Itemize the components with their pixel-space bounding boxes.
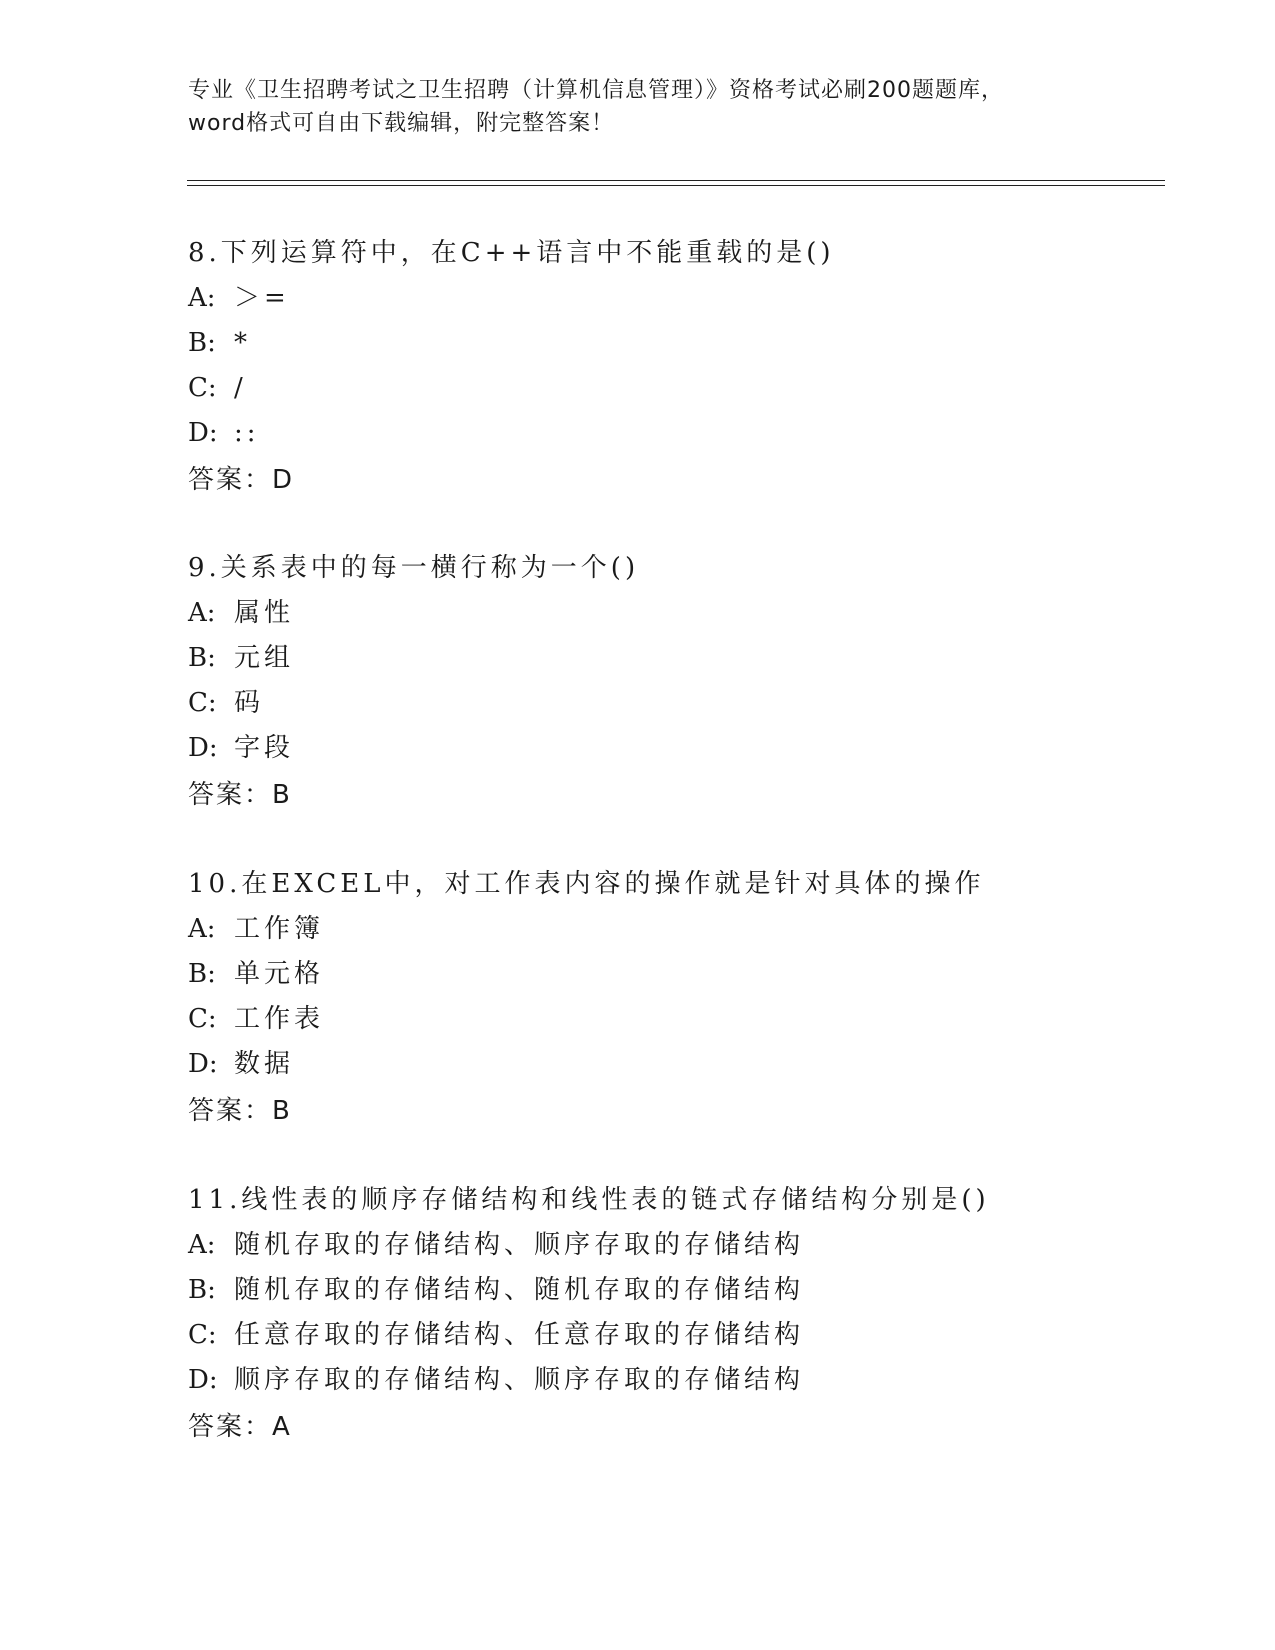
header-line-2: word格式可自由下载编辑，附完整答案！ (188, 111, 615, 136)
option-text: :: (234, 418, 260, 448)
answer-label: 答案： (188, 1096, 273, 1126)
option-letter: C: (188, 373, 217, 403)
option-text: 码 (234, 688, 265, 718)
option-c (188, 1313, 1188, 1358)
option-text: 随机存取的存储结构、随机存取的存储结构 (234, 1275, 805, 1305)
option-text: * (234, 328, 251, 358)
answer-line (188, 1087, 1188, 1135)
option-text: ＞= (234, 283, 290, 313)
option-d (188, 726, 1188, 771)
option-letter: B: (188, 643, 216, 673)
option-letter: A: (188, 914, 216, 944)
option-text: 工作簿 (234, 914, 325, 944)
option-b (188, 321, 1188, 366)
option-letter: D: (188, 1049, 218, 1079)
answer-line (188, 456, 1188, 504)
question-8 (188, 230, 1188, 504)
option-letter: C: (188, 1004, 217, 1034)
option-text: 数据 (234, 1049, 295, 1079)
option-letter: A: (188, 283, 216, 313)
header-divider-top (187, 180, 1165, 181)
option-a (188, 276, 1188, 321)
option-c (188, 366, 1188, 411)
option-d (188, 411, 1188, 456)
answer-line (188, 771, 1188, 819)
header-divider-bottom (187, 185, 1165, 186)
answer-value: B (272, 1096, 290, 1126)
option-a (188, 1223, 1188, 1268)
option-a (188, 591, 1188, 636)
option-c (188, 681, 1188, 726)
document-header (188, 74, 1088, 140)
option-letter: C: (188, 688, 217, 718)
option-b (188, 1268, 1188, 1313)
option-text: 字段 (234, 733, 295, 763)
option-b (188, 636, 1188, 681)
answer-value: D (272, 465, 293, 495)
answer-label: 答案： (188, 1412, 273, 1442)
option-a (188, 907, 1188, 952)
option-letter: B: (188, 959, 216, 989)
option-letter: A: (188, 598, 216, 628)
question-9 (188, 545, 1188, 819)
option-text: 工作表 (234, 1004, 325, 1034)
answer-value: A (272, 1412, 290, 1442)
question-10 (188, 861, 1188, 1135)
option-text: 元组 (234, 643, 295, 673)
answer-line (188, 1403, 1188, 1451)
answer-label: 答案： (188, 465, 273, 495)
option-text: 属性 (234, 598, 295, 628)
question-11 (188, 1177, 1188, 1451)
option-text: / (234, 373, 247, 403)
question-stem: 8.下列运算符中，在C++语言中不能重载的是() (188, 238, 835, 268)
option-letter: C: (188, 1320, 217, 1350)
option-c (188, 997, 1188, 1042)
option-letter: B: (188, 328, 216, 358)
option-text: 单元格 (234, 959, 325, 989)
option-letter: D: (188, 733, 218, 763)
header-line-1: 专业《卫生招聘考试之卫生招聘（计算机信息管理）》资格考试必刷200题题库， (188, 78, 1004, 103)
question-stem: 9.关系表中的每一横行称为一个() (188, 553, 640, 583)
option-text: 随机存取的存储结构、顺序存取的存储结构 (234, 1230, 805, 1260)
option-letter: B: (188, 1275, 216, 1305)
option-text: 顺序存取的存储结构、顺序存取的存储结构 (234, 1365, 805, 1395)
question-stem: 11.线性表的顺序存储结构和线性表的链式存储结构分别是() (188, 1185, 990, 1215)
option-letter: D: (188, 1365, 218, 1395)
option-b (188, 952, 1188, 997)
question-stem: 10.在EXCEL中，对工作表内容的操作就是针对具体的操作 (188, 869, 985, 899)
option-letter: D: (188, 418, 218, 448)
answer-label: 答案： (188, 780, 273, 810)
option-d (188, 1358, 1188, 1403)
option-letter: A: (188, 1230, 216, 1260)
option-text: 任意存取的存储结构、任意存取的存储结构 (234, 1320, 805, 1350)
option-d (188, 1042, 1188, 1087)
answer-value: B (272, 780, 290, 810)
